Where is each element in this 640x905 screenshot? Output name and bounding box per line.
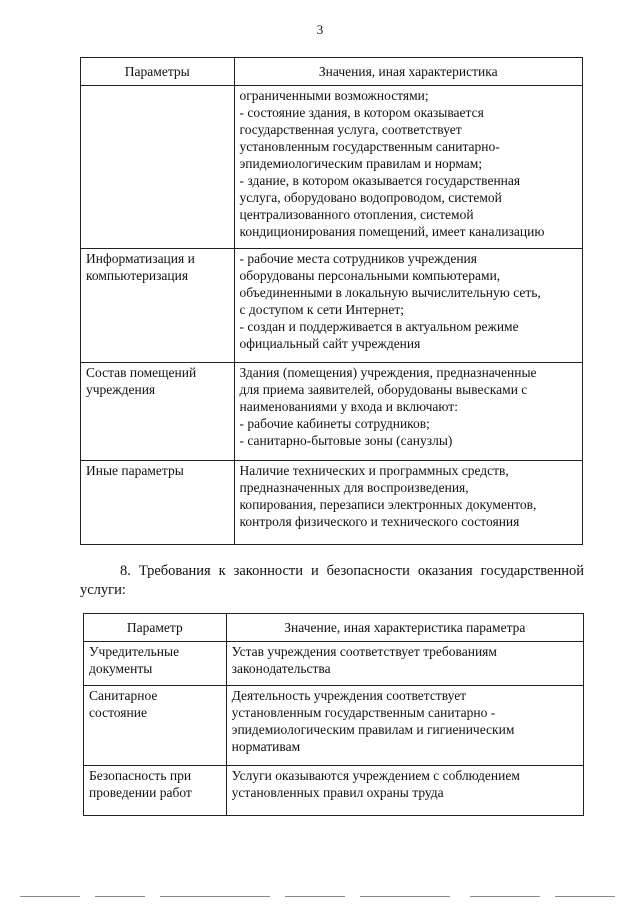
cell-text-line: установленным государственным санитарно - [231,705,496,720]
cell-text-line: - рабочие места сотрудников учреждения [239,251,477,266]
cell-text-line: - санитарно-бытовые зоны (санузлы) [239,433,453,448]
cell-text-line: объединенными в локальную вычислительную сеть, [239,285,541,300]
cell-text-line: Услуги оказываются учреждением с соблюдением [231,768,520,783]
cell-text-line: Иные параметры [86,463,184,478]
cell-text-line: Наличие технических и программных средств, [239,463,509,478]
cell-text-line: с доступом к сети Интернет; [239,302,404,317]
cell-text-line: установленных правил охраны труда [231,785,444,800]
parameter-cell [81,86,235,249]
cell-text-line: Состав помещений [86,365,197,380]
table-row [81,363,583,461]
page-number: 3 [316,22,324,37]
cell-text-line: официальный сайт учреждения [239,336,421,351]
table-row [81,249,583,363]
column-header-value: Значение, иная характеристика параметра [226,614,583,642]
parameter-cell [84,766,227,816]
scan-edge-marks [0,896,640,902]
cell-text-line: законодательства [231,661,331,676]
cell-text-line: учреждения [86,382,156,397]
cell-text-line: Информатизация и [86,251,195,266]
section-8-heading: 8. Требования к законности и безопасности оказания государственной услуги: [80,563,584,598]
legality-safety-table [83,613,584,816]
value-cell [234,249,583,363]
column-header-values: Значения, иная характеристика [234,58,583,86]
table-row [84,642,584,686]
cell-text-line: для приема заявителей, оборудованы вывесками с [239,382,528,397]
cell-text-line: установленным государственным санитарно- [239,139,500,154]
cell-text-line: Здания (помещения) учреждения, предназначенные [239,365,537,380]
parameter-cell [81,249,235,363]
cell-text-line: услуга, оборудовано водопроводом, системой [239,190,502,205]
table-row [81,461,583,545]
cell-text-line: Безопасность при [89,768,192,783]
services-parameters-table [80,57,583,545]
cell-text-line: - состояние здания, в котором оказывается [239,105,484,120]
cell-text-line: государственная услуга, соответствует [239,122,462,137]
cell-text-line: состояние [89,705,147,720]
cell-text-line: кондиционирования помещений, имеет канализацию [239,224,545,239]
value-cell [226,642,583,686]
cell-text-line: документы [89,661,153,676]
cell-text-line: компьютеризация [86,268,189,283]
cell-text-line: ограниченными возможностями; [239,88,429,103]
parameter-cell [84,642,227,686]
cell-text-line: наименованиями у входа и включают: [239,399,458,414]
cell-text-line: оборудованы персональными компьютерами, [239,268,501,283]
parameter-cell [81,461,235,545]
cell-text-line: копирования, перезаписи электронных документов, [239,497,537,512]
parameter-cell [81,363,235,461]
cell-text-line: централизованного отопления, системой [239,207,474,222]
cell-text-line: Деятельность учреждения соответствует [231,688,467,703]
table-row [84,686,584,766]
cell-text-line: контроля физического и технического состояния [239,514,520,529]
cell-text-line: проведении работ [89,785,192,800]
cell-text-line: эпидемиологическим правилам и гигиеническим [231,722,515,737]
value-cell [234,363,583,461]
column-header-parameters: Параметры [81,58,235,86]
value-cell [234,86,583,249]
cell-text-line: - здание, в котором оказывается государственная [239,173,521,188]
value-cell [226,686,583,766]
value-cell [226,766,583,816]
cell-text-line: предназначенных для воспроизведения, [239,480,469,495]
table-header-row [84,614,584,642]
cell-text-line: эпидемиологическим правилам и нормам; [239,156,483,171]
cell-text-line: Санитарное [89,688,158,703]
value-cell [234,461,583,545]
parameter-cell [84,686,227,766]
cell-text-line: Учредительные [89,644,180,659]
table-header-row [81,58,583,86]
table-row [84,766,584,816]
table-row [81,86,583,249]
cell-text-line: нормативам [231,739,301,754]
cell-text-line: - создан и поддерживается в актуальном режиме [239,319,519,334]
cell-text-line: Устав учреждения соответствует требованиям [231,644,497,659]
column-header-parameter: Параметр [84,614,227,642]
cell-text-line: - рабочие кабинеты сотрудников; [239,416,430,431]
